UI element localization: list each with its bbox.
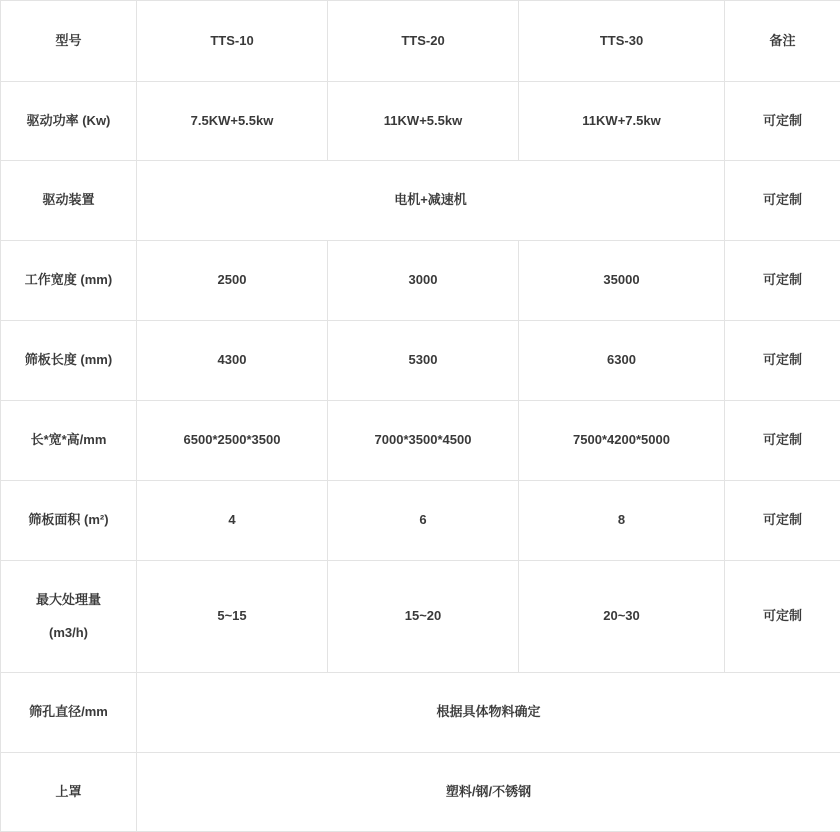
table-row bbox=[1, 321, 840, 401]
column-header-tts10: TTS-10 bbox=[137, 1, 328, 82]
row-value-tts20: 6 bbox=[328, 481, 519, 561]
row-value-tts20: 15~20 bbox=[328, 561, 519, 673]
row-label: 筛孔直径/mm bbox=[1, 673, 137, 753]
table-row bbox=[1, 401, 840, 481]
column-header-remark: 备注 bbox=[725, 1, 840, 82]
row-value-tts20: 11KW+5.5kw bbox=[328, 82, 519, 161]
row-note: 可定制 bbox=[725, 561, 840, 673]
column-header-tts30: TTS-30 bbox=[519, 1, 725, 82]
table-row bbox=[1, 82, 840, 161]
row-label: 工作宽度 (mm) bbox=[1, 241, 137, 321]
row-value-tts10: 7.5KW+5.5kw bbox=[137, 82, 328, 161]
row-value-merged: 电机+减速机 bbox=[137, 161, 725, 241]
column-header-model: 型号 bbox=[1, 1, 137, 82]
row-value-tts10: 5~15 bbox=[137, 561, 328, 673]
table-row bbox=[1, 481, 840, 561]
row-value-tts10: 4 bbox=[137, 481, 328, 561]
row-value-tts20: 7000*3500*4500 bbox=[328, 401, 519, 481]
row-label: 长*宽*高/mm bbox=[1, 401, 137, 481]
row-label bbox=[1, 561, 137, 673]
row-value-tts30: 8 bbox=[519, 481, 725, 561]
row-value-tts20: 3000 bbox=[328, 241, 519, 321]
row-value-tts10: 2500 bbox=[137, 241, 328, 321]
column-header-tts20: TTS-20 bbox=[328, 1, 519, 82]
table-row bbox=[1, 161, 840, 241]
table-header-row bbox=[1, 1, 840, 82]
row-value-merged: 根据具体物料确定 bbox=[137, 673, 840, 753]
table-row bbox=[1, 753, 840, 832]
table-row bbox=[1, 561, 840, 673]
row-note: 可定制 bbox=[725, 82, 840, 161]
row-note: 可定制 bbox=[725, 481, 840, 561]
row-value-tts30: 7500*4200*5000 bbox=[519, 401, 725, 481]
row-value-tts10: 4300 bbox=[137, 321, 328, 401]
row-label-unit: (m3/h) bbox=[5, 623, 132, 643]
table-row bbox=[1, 241, 840, 321]
row-value-tts30: 11KW+7.5kw bbox=[519, 82, 725, 161]
row-label: 上罩 bbox=[1, 753, 137, 832]
table-row bbox=[1, 673, 840, 753]
row-label-main: 最大处理量 bbox=[36, 592, 101, 607]
row-label: 驱动装置 bbox=[1, 161, 137, 241]
row-note: 可定制 bbox=[725, 241, 840, 321]
row-label: 驱动功率 (Kw) bbox=[1, 82, 137, 161]
row-note: 可定制 bbox=[725, 321, 840, 401]
row-value-tts10: 6500*2500*3500 bbox=[137, 401, 328, 481]
row-value-tts30: 6300 bbox=[519, 321, 725, 401]
row-value-tts30: 35000 bbox=[519, 241, 725, 321]
row-value-merged: 塑料/钢/不锈钢 bbox=[137, 753, 840, 832]
row-label: 筛板长度 (mm) bbox=[1, 321, 137, 401]
row-label: 筛板面积 (m²) bbox=[1, 481, 137, 561]
row-note: 可定制 bbox=[725, 161, 840, 241]
row-value-tts30: 20~30 bbox=[519, 561, 725, 673]
row-note: 可定制 bbox=[725, 401, 840, 481]
row-value-tts20: 5300 bbox=[328, 321, 519, 401]
